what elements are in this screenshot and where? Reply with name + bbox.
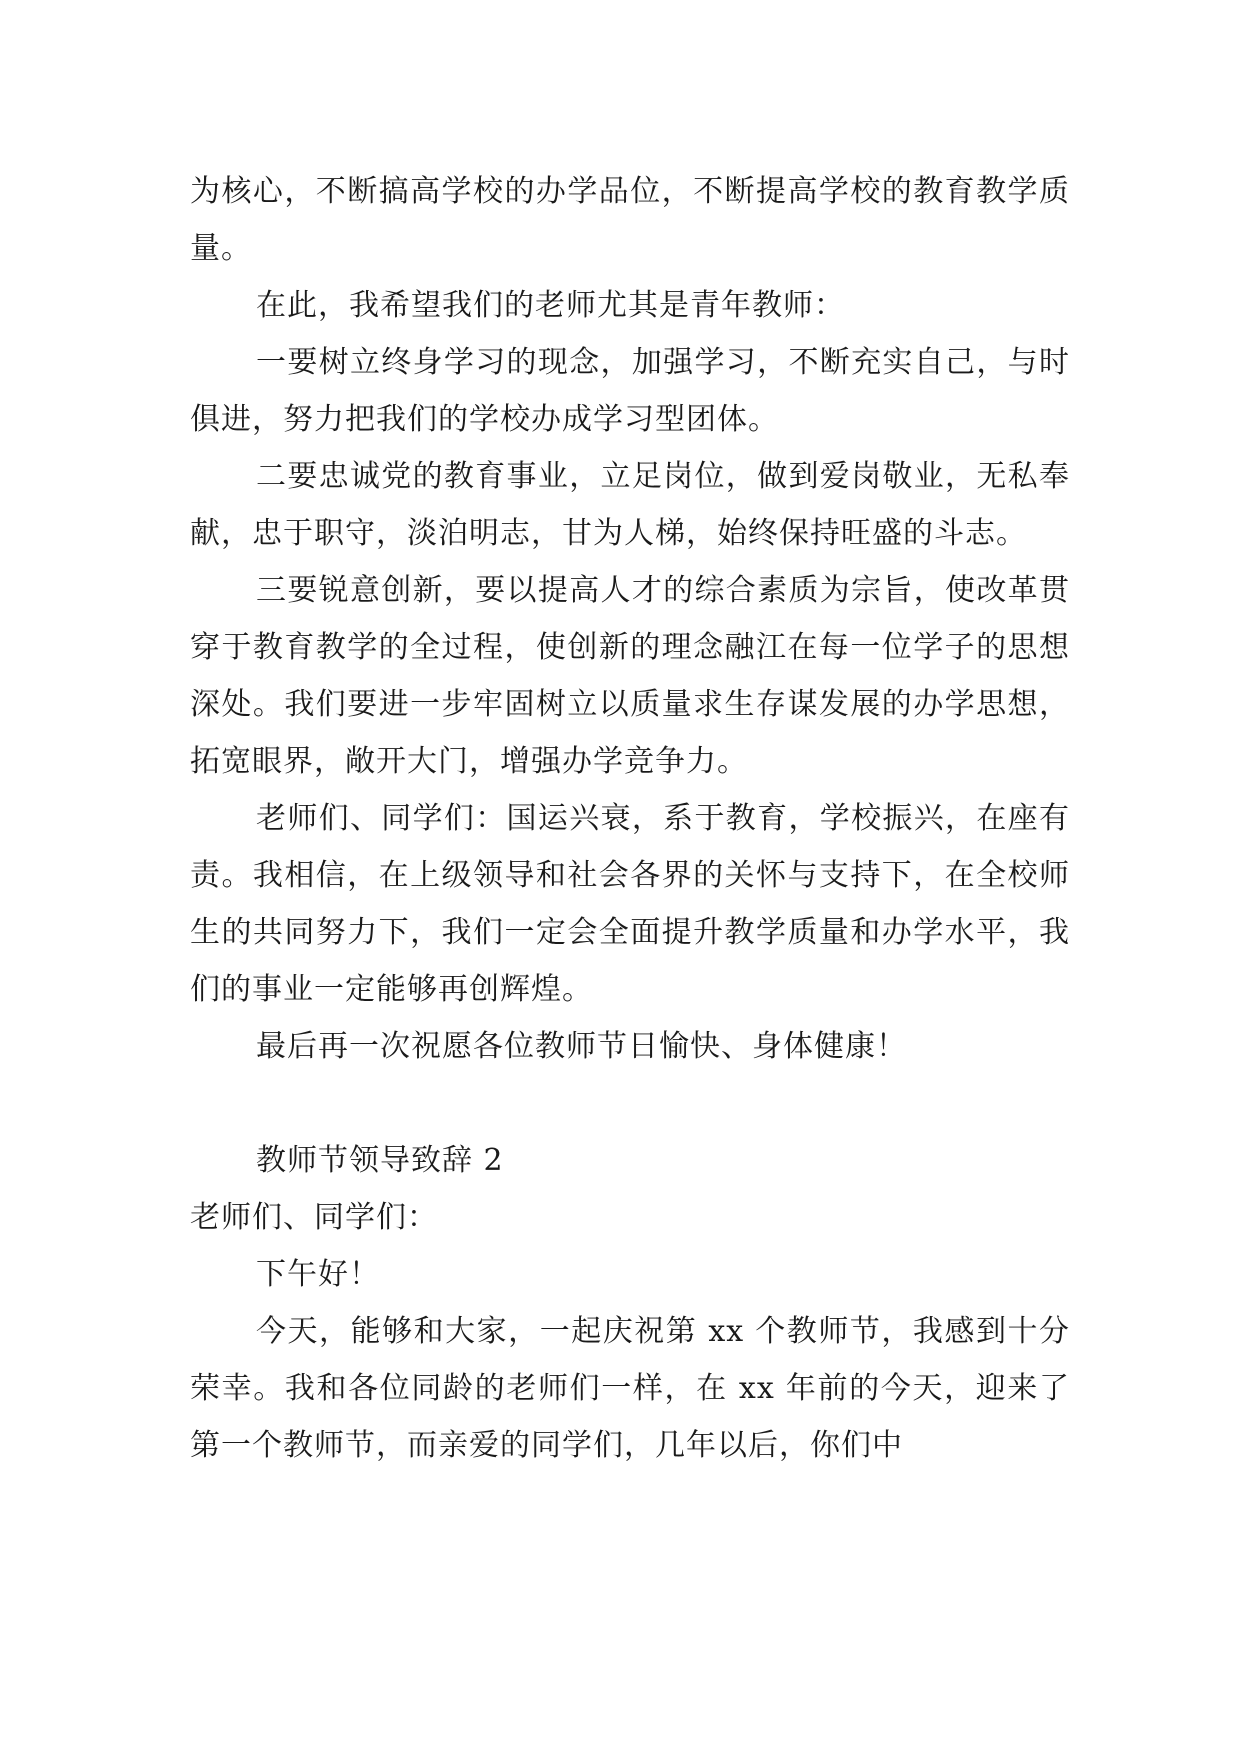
greeting: 下午好！ — [256, 1257, 380, 1292]
paragraph-1: 为核心，不断搞高学校的办学品位，不断提高学校的教育教学质量。 — [190, 174, 1070, 266]
paragraph-5: 三要锐意创新，要以提高人才的综合素质为宗旨，使改革贯穿于教育教学的全过程，使创新的理念融江在每一位学子的思想深处。我们要进一步牢固树立以质量求生存谋发展的办学思想，拓宽眼界，敞开大门，增强办学竞争力。 — [190, 573, 1070, 779]
document-body — [190, 163, 1070, 1474]
salutation: 老师们、同学们： — [190, 1200, 438, 1235]
closing-paragraph: 今天，能够和大家，一起庆祝第 xx 个教师节，我感到十分荣幸。我和各位同龄的老师们一样，在 xx 年前的今天，迎来了第一个教师节，而亲爱的同学们，几年以后，你们中 — [190, 1314, 1070, 1463]
section-spacer — [190, 1075, 1070, 1132]
paragraph-6: 老师们、同学们：国运兴衰，系于教育，学校振兴，在座有责。我相信，在上级领导和社会各界的关怀与支持下，在全校师生的共同努力下，我们一定会全面提升教学质量和办学水平，我们的事业一定能够再创辉煌。 — [190, 801, 1070, 1007]
section-title: 教师节领导致辞 2 — [256, 1143, 504, 1178]
paragraph-7: 最后再一次祝愿各位教师节日愉快、身体健康！ — [256, 1029, 907, 1064]
paragraph-4: 二要忠诚党的教育事业，立足岗位，做到爱岗敬业，无私奉献，忠于职守，淡泊明志，甘为人梯，始终保持旺盛的斗志。 — [190, 459, 1070, 551]
paragraph-3: 一要树立终身学习的现念，加强学习，不断充实自己，与时俱进，努力把我们的学校办成学习型团体。 — [190, 345, 1070, 437]
paragraph-2: 在此，我希望我们的老师尤其是青年教师： — [256, 288, 845, 323]
